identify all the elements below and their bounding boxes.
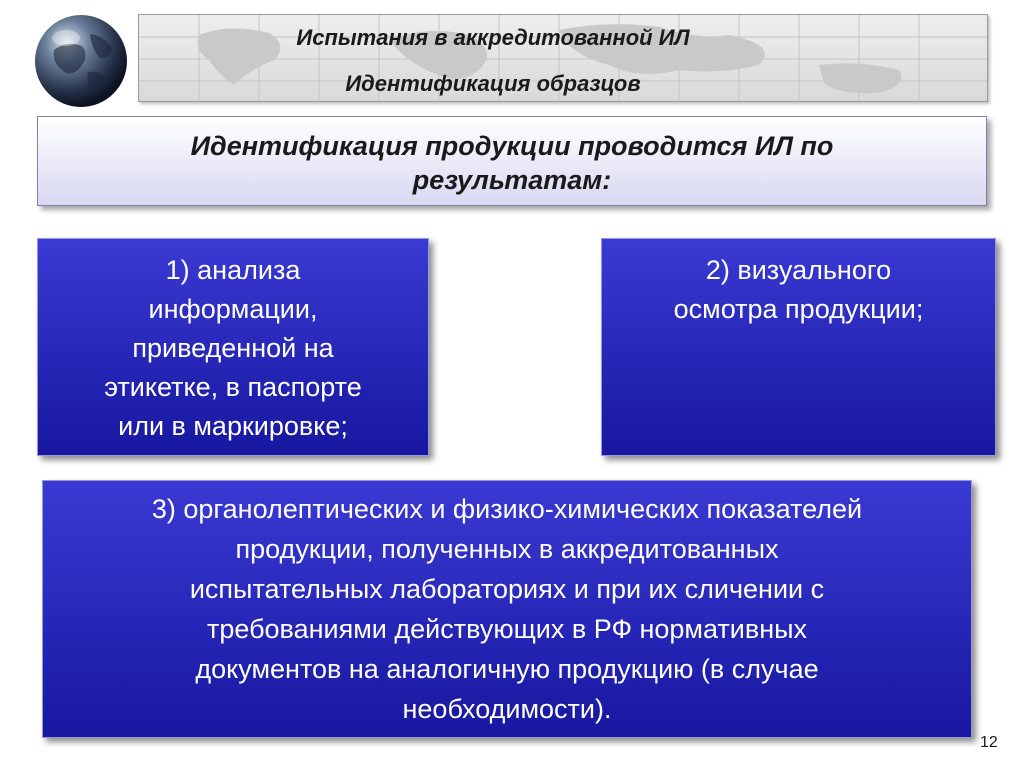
item3-line: испытательных лабораториях и при их сличении с	[189, 574, 825, 604]
item2-line: осмотра продукции;	[673, 294, 924, 324]
globe-icon	[32, 12, 130, 110]
item-box-3	[42, 480, 972, 738]
item-box-1	[37, 238, 429, 456]
item3-line: необходимости).	[402, 694, 612, 724]
item1-line: или в маркировке;	[118, 411, 348, 441]
item1-line: информации,	[148, 294, 318, 324]
item3-line: 3) органолептических и физико-химических показателей	[151, 494, 863, 524]
item2-line: 2) визуального	[705, 255, 892, 285]
item1-line: приведенной на	[132, 333, 334, 363]
item1-line: этикетке, в паспорте	[104, 372, 362, 402]
item-box-2	[601, 238, 996, 456]
slide-subtitle: Идентификация образцов	[345, 71, 641, 96]
item3-line: требованиями действующих в РФ нормативных	[206, 614, 808, 644]
page-number: 12	[980, 734, 998, 751]
header-band	[138, 14, 988, 102]
intro-line-1: Идентификация продукции проводится ИЛ по	[190, 131, 834, 161]
slide-title: Испытания в аккредитованной ИЛ	[296, 25, 690, 50]
intro-box	[37, 116, 987, 206]
item3-line: документов на аналогичную продукцию (в случае	[195, 654, 819, 684]
item1-line: 1) анализа	[165, 255, 301, 285]
item3-line: продукции, полученных в аккредитованных	[235, 534, 779, 564]
intro-line-2: результатам:	[412, 165, 612, 195]
